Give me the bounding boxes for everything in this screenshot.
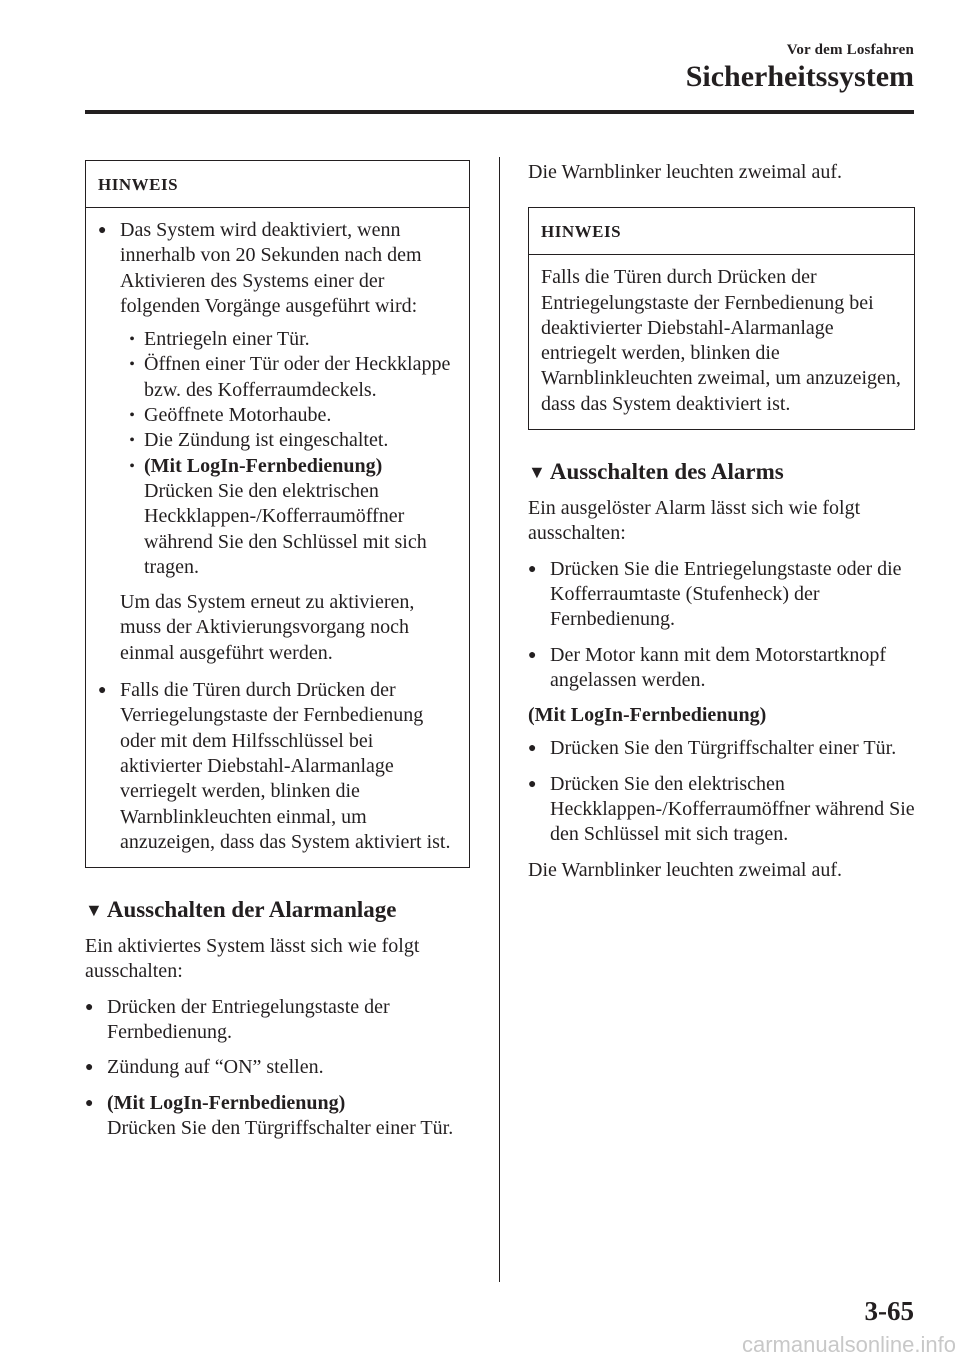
page-number: 3-65 [864,1296,914,1326]
sub-bullet-icon: • [129,356,135,374]
subheading: (Mit LogIn-Fernbedienung) [528,704,767,727]
section-title: ▼ Ausschalten des Alarms [528,459,784,485]
sub-item-text: Drücken Sie den elektrischen Heckklappen-/Kofferraumöffner während Sie den Schlüssel mit sich tragen. [144,479,427,578]
list-item: ● Drücken Sie die Entriegelungstaste oder die Kofferraumtaste (Stufenheck) der Fernbedienung. [528,557,915,633]
section-alarm-off [528,458,915,883]
chapter-title: Vor dem Losfahren [786,42,914,58]
reactivate-text: Um das System erneut zu aktivieren, muss der Aktivierungsvorgang noch einmal ausgeführt werden. [120,591,415,664]
section-title: ▼ Ausschalten der Alarmanlage [85,897,397,923]
note-bullet [98,678,457,855]
sub-bullet-icon: • [129,457,135,475]
left-column [85,160,470,1141]
note-heading: HINWEIS [86,161,469,208]
triangle-down-icon: ▼ [85,900,103,921]
sub-list-item: • Die Zündung ist eingeschaltet. [120,428,457,453]
sub-list-item [120,454,457,580]
sub-list [120,327,457,580]
list-item-bold: (Mit LogIn-Fernbedienung) [107,1091,346,1114]
section-deactivate [85,896,470,1141]
sub-list-item: • Entriegeln einer Tür. [120,327,457,352]
hazard-text-top: Die Warnblinker leuchten zweimal auf. [528,161,843,183]
sub-bullet-icon: • [129,432,135,450]
bullet-icon: ● [85,1060,94,1076]
bullet-icon: ● [85,1095,94,1111]
section-bullets [85,995,470,1141]
watermark: carmanualsonline.info [741,1332,956,1357]
list-item: ● Drücken Sie den Türgriffschalter einer Tür. [528,736,915,761]
bullet-icon: ● [98,223,107,238]
note-body [86,208,469,867]
section-intro: Ein ausgelöster Alarm lässt sich wie folgt ausschalten: [528,497,861,545]
bullet-icon: ● [528,776,537,792]
hazard-text-bottom: Die Warnblinker leuchten zweimal auf. [528,858,843,881]
list-item: ● Der Motor kann mit dem Motorstartknopf angelassen werden. [528,643,915,694]
note-bullet-text: Falls die Türen durch Drücken der Verriegelungstaste der Fernbedienung oder mit dem Hilfsschlüssel bei aktivierter Diebstahl-Alarmanlage verriegelt werden, blinken die Warnblinkleuchten einmal, um anzuzeigen, dass das System aktiviert ist. [120,679,451,853]
header-rule [85,110,914,114]
bullet-icon: ● [528,741,537,757]
column-divider [499,157,500,1282]
section-intro: Ein aktiviertes System lässt sich wie folgt ausschalten: [85,935,420,983]
sub-bullet-icon: • [129,407,135,425]
list-item: ● Drücken Sie den elektrischen Heckklappen-/Kofferraumöffner während Sie den Schlüssel mit sich tragen. [528,772,915,848]
section-bullets [528,557,915,693]
list-item: ● Drücken der Entriegelungstaste der Fernbedienung. [85,995,470,1046]
list-item: ● (Mit LogIn-Fernbedienung) Drücken Sie den Türgriffschalter einer Tür. [85,1091,470,1142]
page-title: Sicherheitssystem [685,60,914,93]
sub-list-item: • Geöffnete Motorhaube. [120,403,457,428]
bullet-icon: ● [528,561,537,577]
bullet-icon: ● [98,683,107,699]
sub-bullet-icon: • [129,331,135,349]
sub-item-bold: (Mit LogIn-Fernbedienung) [144,454,383,477]
note-box-deactivation [528,207,915,430]
note-bullet-text: Das System wird deaktiviert, wenn innerhalb von 20 Sekunden nach dem Aktivieren des Systems einer der folgenden Vorgänge ausgeführt wird: [120,219,422,317]
section-bullets-2 [528,736,915,847]
bullet-icon: ● [528,647,537,663]
bullet-icon: ● [85,999,94,1015]
note-bullet [98,218,457,319]
triangle-down-icon: ▼ [528,462,546,483]
note-box-activation [85,160,470,868]
note-body: Falls die Türen durch Drücken der Entriegelungstaste der Fernbedienung bei deaktivierter Diebstahl-Alarmanlage entriegelt werden, blinken die Warnblinkleuchten zweimal, um anzuzeigen, dass das System deaktiviert ist. [541,266,901,415]
sub-list-item: • Öffnen einer Tür oder der Heckklappe bzw. des Kofferraumdeckels. [120,352,457,403]
list-item: ● Zündung auf “ON” stellen. [85,1055,470,1080]
right-column [528,160,915,883]
note-heading: HINWEIS [529,208,914,255]
